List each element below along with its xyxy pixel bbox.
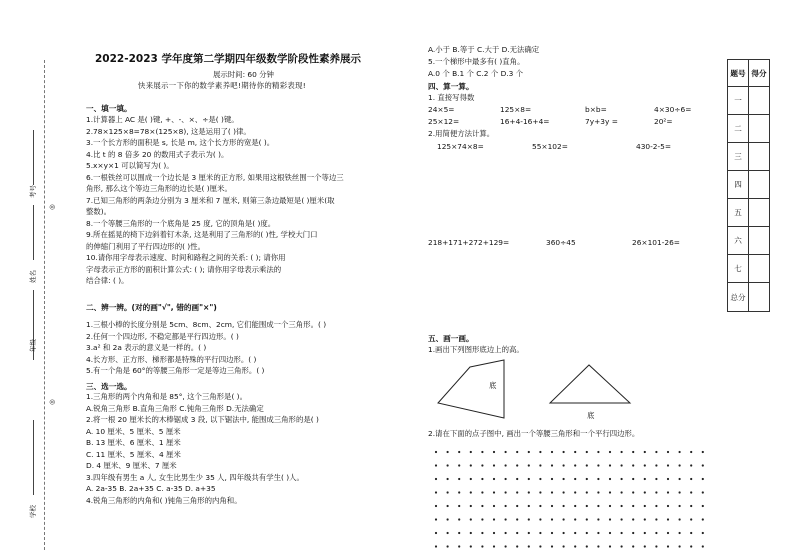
triangle-shape — [550, 365, 630, 403]
grid-dot — [702, 532, 704, 534]
grid-dot — [435, 478, 437, 480]
grid-dot — [470, 464, 472, 466]
grid-dot — [632, 532, 634, 534]
grid-dot — [644, 491, 646, 493]
grid-dot — [493, 532, 495, 534]
grid-dot — [679, 464, 681, 466]
score-row-label: 三 — [728, 143, 749, 171]
grid-dot — [690, 464, 692, 466]
grid-dot — [667, 451, 669, 453]
calc-item: 16+4-16+4= — [500, 117, 550, 126]
section4-heading: 四、算一算。 — [428, 82, 474, 91]
grid-dot — [609, 464, 611, 466]
grid-dot — [632, 464, 634, 466]
score-cell[interactable] — [749, 143, 770, 171]
grid-dot — [516, 505, 518, 507]
dot-grid[interactable] — [430, 448, 710, 560]
grid-dot — [667, 532, 669, 534]
grid-dot — [447, 478, 449, 480]
grid-dot — [597, 478, 599, 480]
grid-dot — [539, 478, 541, 480]
score-cell[interactable] — [749, 227, 770, 255]
grid-dot — [505, 478, 507, 480]
calc-item: b×b= — [585, 105, 607, 114]
calc-item: 24×5= — [428, 105, 455, 114]
grid-dot — [447, 505, 449, 507]
grid-dot — [586, 464, 588, 466]
score-table — [727, 59, 770, 312]
simple-calc-heading: 2.用简便方法计算。 — [428, 129, 495, 138]
grid-dot — [458, 545, 460, 547]
grid-dot — [655, 545, 657, 547]
grid-dot — [679, 478, 681, 480]
grid-dot — [597, 464, 599, 466]
grid-dot — [597, 505, 599, 507]
grid-dot — [563, 464, 565, 466]
grid-dot — [621, 491, 623, 493]
grid-dot — [447, 491, 449, 493]
grid-dot — [586, 491, 588, 493]
grid-dot — [702, 478, 704, 480]
simple-calc-item: 360÷45 — [546, 238, 576, 247]
grid-dot — [516, 478, 518, 480]
grid-dot — [458, 505, 460, 507]
grid-dot — [470, 491, 472, 493]
grid-dot — [609, 518, 611, 520]
grid-dot — [539, 491, 541, 493]
grid-dot — [551, 464, 553, 466]
grid-dot — [458, 532, 460, 534]
grid-dot — [481, 518, 483, 520]
grid-dot — [528, 464, 530, 466]
grid-dot — [597, 451, 599, 453]
grid-dot — [551, 545, 553, 547]
grid-dot — [702, 451, 704, 453]
question-line: 字母表示正方形的面积计算公式: ( ); 请你用字母表示乘法的 — [86, 264, 282, 274]
section2-heading: 二、辨一辨。(对的画"√", 错的画"×") — [86, 303, 217, 312]
grid-dot — [563, 518, 565, 520]
question-line: A.锐角三角形 B.直角三角形 C.钝角三角形 D.无法确定 — [86, 403, 264, 413]
grid-dot — [505, 451, 507, 453]
grid-dot — [621, 464, 623, 466]
question-line: 6.一根铁丝可以围成一个边长是 3 厘米的正方形, 如果用这根铁丝围一个等边三 — [86, 172, 344, 182]
q5-question: 5.一个梯形中最多有( )直角。 — [428, 57, 525, 66]
grid-dot — [458, 478, 460, 480]
grid-dot — [470, 518, 472, 520]
grid-dot — [655, 532, 657, 534]
question-line: A. 10 厘米、5 厘米、5 厘米 — [86, 426, 181, 436]
grid-dot — [481, 451, 483, 453]
grid-dot — [539, 545, 541, 547]
grid-dot — [632, 478, 634, 480]
grid-dot — [447, 518, 449, 520]
section1-heading: 一、填一填。 — [86, 104, 132, 113]
grid-dot — [458, 518, 460, 520]
grid-dot — [679, 505, 681, 507]
grid-dot — [597, 545, 599, 547]
grid-dot — [597, 532, 599, 534]
score-head-question: 题号 — [728, 60, 749, 87]
grid-dot — [481, 478, 483, 480]
calc-item: 4×30÷6= — [654, 105, 692, 114]
grid-dot — [609, 491, 611, 493]
grid-dot — [586, 518, 588, 520]
score-row-label: 总分 — [728, 283, 749, 312]
grid-dot — [667, 491, 669, 493]
section3-heading: 三、选一选。 — [86, 382, 132, 391]
grid-dot — [551, 532, 553, 534]
score-row-label: 一 — [728, 87, 749, 115]
grid-dot — [435, 451, 437, 453]
grid-dot — [481, 545, 483, 547]
score-head-score: 得分 — [749, 60, 770, 87]
grid-dot — [690, 491, 692, 493]
question-line: 9.所在摇晃的椅下边斜着钉木条, 这是利用了三角形的( )性, 学校大门口 — [86, 230, 318, 239]
binding-label-exam-no: 考号 — [29, 185, 37, 198]
grid-dot — [667, 478, 669, 480]
question-line: 7.已知三角形的两条边分别为 3 厘米和 7 厘米, 则第三条边最短是( )厘米(取 — [86, 195, 335, 205]
grid-dot — [586, 545, 588, 547]
grid-dot — [690, 451, 692, 453]
grid-dot — [574, 478, 576, 480]
question-line: 4.长方形、正方形、梯形都是特殊的平行四边形。( ) — [86, 354, 257, 364]
grid-dot — [609, 451, 611, 453]
score-row-label: 四 — [728, 171, 749, 199]
q5-options: A.0 个 B.1 个 C.2 个 D.3 个 — [428, 69, 524, 78]
draw-question-1: 1.画出下列图形底边上的高。 — [428, 345, 524, 354]
grid-dot — [679, 532, 681, 534]
grid-dot — [435, 545, 437, 547]
binding-dashed-line — [44, 60, 45, 550]
grid-dot — [563, 491, 565, 493]
shapes-figure — [428, 355, 708, 430]
grid-dot — [621, 532, 623, 534]
score-cell[interactable] — [749, 171, 770, 199]
score-cell[interactable] — [749, 115, 770, 143]
grid-dot — [539, 505, 541, 507]
grid-dot — [435, 464, 437, 466]
grid-dot — [621, 478, 623, 480]
question-line: 3.四年级有男生 a 人, 女生比男生少 35 人, 四年级共有学生( )人。 — [86, 472, 304, 482]
simple-calc-item: 430-2-5= — [636, 142, 672, 151]
grid-dot — [528, 532, 530, 534]
grid-dot — [597, 518, 599, 520]
grid-dot — [574, 545, 576, 547]
grid-dot — [586, 532, 588, 534]
grid-dot — [493, 478, 495, 480]
grid-dot — [574, 505, 576, 507]
grid-dot — [679, 451, 681, 453]
simple-calc-item: 55×102= — [532, 142, 568, 151]
grid-dot — [702, 518, 704, 520]
grid-dot — [470, 505, 472, 507]
grid-dot — [632, 491, 634, 493]
grid-dot — [447, 451, 449, 453]
grid-dot — [679, 545, 681, 547]
grid-dot — [644, 545, 646, 547]
binding-label-school: 学校 — [29, 505, 37, 518]
grid-dot — [621, 518, 623, 520]
grid-dot — [447, 545, 449, 547]
question-line: 2.将一根 20 厘米长的木棒锯成 3 段, 以下锯法中, 能围成三角形的是( ) — [86, 415, 319, 424]
question-line: 角形, 那么这个等边三角形的边长是( )厘米。 — [86, 184, 232, 193]
grid-dot — [574, 532, 576, 534]
grid-dot — [621, 545, 623, 547]
grid-dot — [458, 451, 460, 453]
grid-dot — [702, 491, 704, 493]
score-cell[interactable] — [749, 199, 770, 227]
grid-dot — [481, 491, 483, 493]
grid-dot — [539, 464, 541, 466]
grid-dot — [551, 518, 553, 520]
grid-dot — [528, 478, 530, 480]
grid-dot — [551, 505, 553, 507]
direct-calc-heading: 1. 直接写得数 — [428, 93, 475, 102]
grid-dot — [644, 505, 646, 507]
grid-dot — [528, 451, 530, 453]
grid-dot — [690, 545, 692, 547]
question-line: 2.78×125×8=78×(125×8), 这是运用了( )律。 — [86, 126, 251, 136]
grid-dot — [690, 478, 692, 480]
grid-dot — [655, 451, 657, 453]
grid-dot — [655, 491, 657, 493]
score-cell[interactable] — [749, 87, 770, 115]
grid-dot — [632, 505, 634, 507]
grid-dot — [493, 464, 495, 466]
grid-dot — [563, 451, 565, 453]
question-line: 4.比 t 的 8 倍多 20 的数用式子表示为( )。 — [86, 149, 229, 159]
grid-dot — [516, 545, 518, 547]
q4-options: A.小于 B.等于 C.大于 D.无法确定 — [428, 45, 540, 54]
triangle-base-label: 底 — [587, 411, 595, 420]
grid-dot — [563, 478, 565, 480]
grid-dot — [528, 505, 530, 507]
binding-mark-1: ◎ — [48, 204, 56, 210]
grid-dot — [528, 518, 530, 520]
grid-dot — [551, 491, 553, 493]
grid-dot — [470, 532, 472, 534]
binding-line-school — [33, 420, 34, 495]
section5-heading: 五、画一画。 — [428, 334, 474, 343]
question-line: 1.计算器上 AC 是( )键, +、-、×、÷是( )键。 — [86, 115, 239, 124]
grid-dot — [528, 545, 530, 547]
question-line: C. 11 厘米、5 厘米、4 厘米 — [86, 449, 181, 459]
grid-dot — [447, 464, 449, 466]
simple-calc-item: 26×101-26= — [632, 238, 680, 247]
grid-dot — [574, 491, 576, 493]
trapezoid-base-label: 底 — [489, 381, 497, 390]
question-line: 的伸缩门利用了平行四边形的( )性。 — [86, 241, 205, 251]
grid-dot — [481, 505, 483, 507]
score-row-label: 七 — [728, 255, 749, 283]
grid-dot — [690, 518, 692, 520]
grid-dot — [470, 545, 472, 547]
calc-item: 125×8= — [500, 105, 532, 114]
question-line: 4.锐角三角形的内角和( )钝角三角形的内角和。 — [86, 495, 242, 505]
calc-item: 7y+3y = — [585, 117, 618, 126]
grid-dot — [516, 518, 518, 520]
question-line: D. 4 厘米、9 厘米、7 厘米 — [86, 461, 177, 470]
grid-dot — [516, 464, 518, 466]
grid-dot — [609, 532, 611, 534]
question-line: 2.任何一个四边形, 不稳定都是平行四边形。( ) — [86, 331, 239, 341]
score-cell[interactable] — [749, 255, 770, 283]
grid-dot — [516, 451, 518, 453]
grid-dot — [551, 451, 553, 453]
exam-duration: 展示时间: 60 分钟 — [213, 70, 274, 79]
grid-dot — [655, 478, 657, 480]
grid-dot — [539, 518, 541, 520]
grid-dot — [563, 532, 565, 534]
grid-dot — [458, 464, 460, 466]
grid-dot — [563, 505, 565, 507]
grid-dot — [539, 532, 541, 534]
grid-dot — [516, 532, 518, 534]
simple-calc-item: 218+171+272+129= — [428, 238, 510, 247]
binding-label-name: 姓名 — [29, 270, 37, 283]
grid-dot — [679, 491, 681, 493]
grid-dot — [493, 545, 495, 547]
grid-dot — [690, 532, 692, 534]
grid-dot — [493, 451, 495, 453]
grid-dot — [470, 478, 472, 480]
grid-dot — [621, 451, 623, 453]
calc-item: 20²= — [654, 117, 673, 126]
grid-dot — [481, 532, 483, 534]
question-line: A. 2a-35 B. 2a+35 C. a-35 D. a+35 — [86, 484, 216, 493]
grid-dot — [435, 505, 437, 507]
grid-dot — [667, 464, 669, 466]
grid-dot — [609, 478, 611, 480]
grid-dot — [644, 518, 646, 520]
grid-dot — [655, 464, 657, 466]
grid-dot — [470, 451, 472, 453]
grid-dot — [597, 491, 599, 493]
grid-dot — [644, 478, 646, 480]
grid-dot — [690, 505, 692, 507]
binding-line-exam-no — [33, 130, 34, 185]
binding-label-class: 年级 — [29, 339, 37, 352]
score-row-label: 六 — [728, 227, 749, 255]
grid-dot — [574, 518, 576, 520]
grid-dot — [679, 518, 681, 520]
grid-dot — [702, 545, 704, 547]
grid-dot — [481, 464, 483, 466]
grid-dot — [702, 505, 704, 507]
grid-dot — [551, 478, 553, 480]
grid-dot — [586, 505, 588, 507]
question-line: 1.三角形的两个内角和是 85°, 这个三角形是( )。 — [86, 392, 247, 401]
grid-dot — [621, 505, 623, 507]
grid-dot — [563, 545, 565, 547]
grid-dot — [505, 518, 507, 520]
question-line: 5.有一个角是 60°的等腰三角形一定是等边三角形。( ) — [86, 366, 265, 375]
question-line: B. 13 厘米、6 厘米、1 厘米 — [86, 438, 181, 447]
motto: 快来展示一下你的数学素养吧!期待你的精彩表现! — [138, 81, 307, 90]
simple-calc-item: 125×74×8= — [437, 142, 484, 151]
question-line: 10.请你用字母表示速度、时间和路程之间的关系: ( ); 请你用 — [86, 253, 286, 262]
question-line: 1.三根小棒的长度分别是 5cm、8cm、2cm, 它们能围成一个三角形。( ) — [86, 320, 327, 329]
binding-mark-2: ◎ — [48, 399, 56, 405]
grid-dot — [505, 505, 507, 507]
grid-dot — [574, 451, 576, 453]
question-line: 3.a² 和 2a 表示的意义是一样的。( ) — [86, 343, 207, 352]
grid-dot — [505, 464, 507, 466]
grid-dot — [667, 545, 669, 547]
grid-dot — [435, 491, 437, 493]
grid-dot — [655, 505, 657, 507]
grid-dot — [586, 451, 588, 453]
question-line: 整数)。 — [86, 207, 112, 216]
grid-dot — [667, 505, 669, 507]
grid-dot — [447, 532, 449, 534]
question-line: 8.一个等腰三角形的一个底角是 25 度, 它的顶角是( )度。 — [86, 218, 276, 228]
grid-dot — [702, 464, 704, 466]
grid-dot — [655, 518, 657, 520]
grid-dot — [528, 491, 530, 493]
grid-dot — [435, 532, 437, 534]
grid-dot — [516, 491, 518, 493]
grid-dot — [644, 464, 646, 466]
grid-dot — [505, 532, 507, 534]
grid-dot — [505, 545, 507, 547]
score-row-label: 五 — [728, 199, 749, 227]
grid-dot — [505, 491, 507, 493]
binding-line-name — [33, 205, 34, 260]
question-line: 3.一个长方形的面积是 s, 长是 m, 这个长方形的宽是( )。 — [86, 138, 275, 147]
grid-dot — [493, 491, 495, 493]
grid-dot — [493, 505, 495, 507]
grid-dot — [609, 505, 611, 507]
grid-dot — [644, 532, 646, 534]
grid-dot — [609, 545, 611, 547]
grid-dot — [632, 545, 634, 547]
draw-question-2: 2.请在下面的点子图中, 画出一个等腰三角形和一个平行四边形。 — [428, 429, 640, 438]
question-line: 5.x×y×1 可以简写为( )。 — [86, 161, 174, 170]
question-line: 结合律: ( )。 — [86, 276, 129, 285]
grid-dot — [539, 451, 541, 453]
grid-dot — [493, 518, 495, 520]
grid-dot — [574, 464, 576, 466]
grid-dot — [644, 451, 646, 453]
grid-dot — [586, 478, 588, 480]
grid-dot — [667, 518, 669, 520]
grid-dot — [632, 518, 634, 520]
score-row-label: 二 — [728, 115, 749, 143]
grid-dot — [632, 451, 634, 453]
grid-dot — [435, 518, 437, 520]
grid-dot — [458, 491, 460, 493]
score-cell[interactable] — [749, 283, 770, 312]
calc-item: 25×12= — [428, 117, 460, 126]
page-title: 2022-2023 学年度第二学期四年级数学阶段性素养展示 — [95, 53, 361, 65]
